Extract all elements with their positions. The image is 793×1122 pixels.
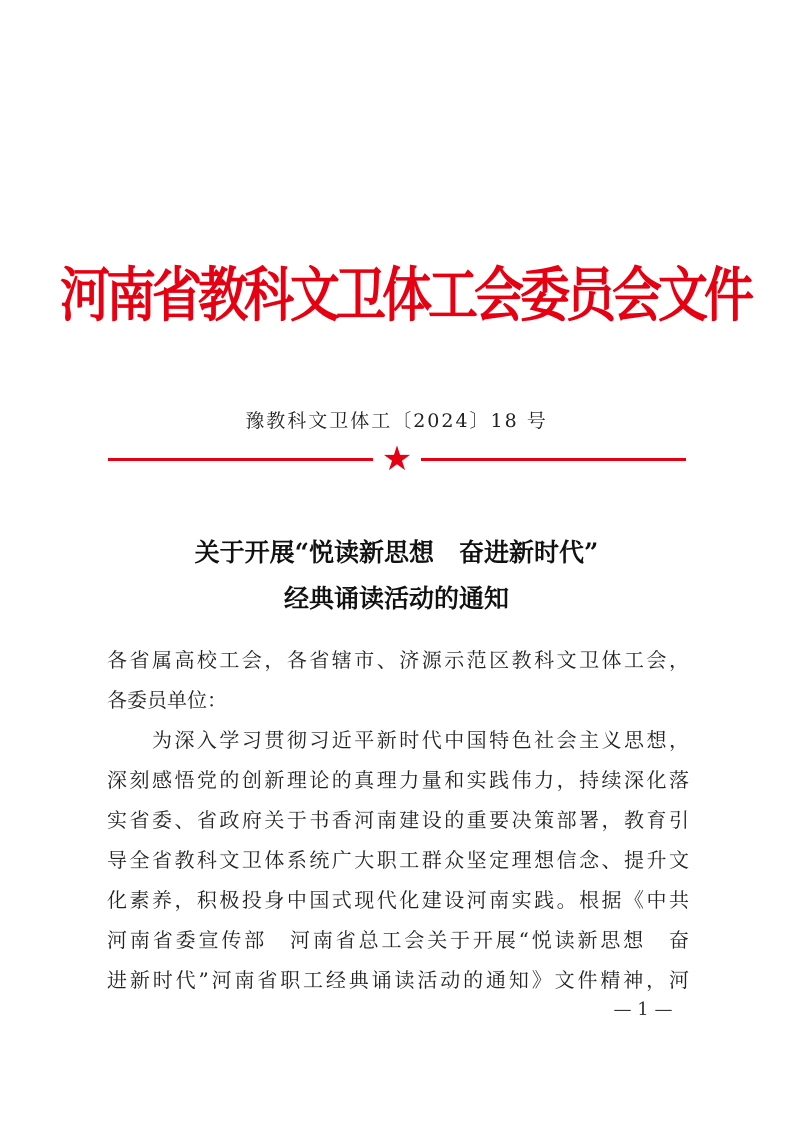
body-line: 河南省委宣传部 河南省总工会关于开展“悦读新思想 奋 — [107, 928, 689, 952]
body-line: 为深入学习贯彻习近平新时代中国特色社会主义思想， — [107, 728, 689, 752]
body-line: 导全省教科文卫体系统广大职工群众坚定理想信念、提升文 — [107, 848, 689, 872]
notice-title-line-1: 关于开展“悦读新思想 奋进新时代” — [194, 538, 599, 567]
star-icon: ★ — [381, 439, 413, 479]
body-line: 深刻感悟党的创新理论的真理力量和实践伟力，持续深化落 — [107, 768, 689, 792]
body-line: 化素养，积极投身中国式现代化建设河南实践。根据《中共 — [107, 888, 689, 912]
red-divider-right — [421, 458, 686, 461]
salutation-line-2: 各委员单位： — [107, 688, 227, 712]
red-divider-left — [108, 458, 373, 461]
document-number: 豫教科文卫体工〔2024〕18 号 — [245, 410, 548, 432]
salutation-line-1: 各省属高校工会，各省辖市、济源示范区教科文卫体工会， — [107, 648, 689, 672]
body-line: 进新时代”河南省职工经典诵读活动的通知》文件精神，河 — [107, 968, 689, 992]
body-line: 实省委、省政府关于书香河南建设的重要决策部署，教育引 — [107, 808, 689, 832]
page-number: — 1 — — [613, 999, 673, 1020]
notice-title-line-2: 经典诵读活动的通知 — [283, 584, 509, 613]
document-masthead: 河南省教科文卫体工会委员会文件 — [60, 260, 750, 330]
